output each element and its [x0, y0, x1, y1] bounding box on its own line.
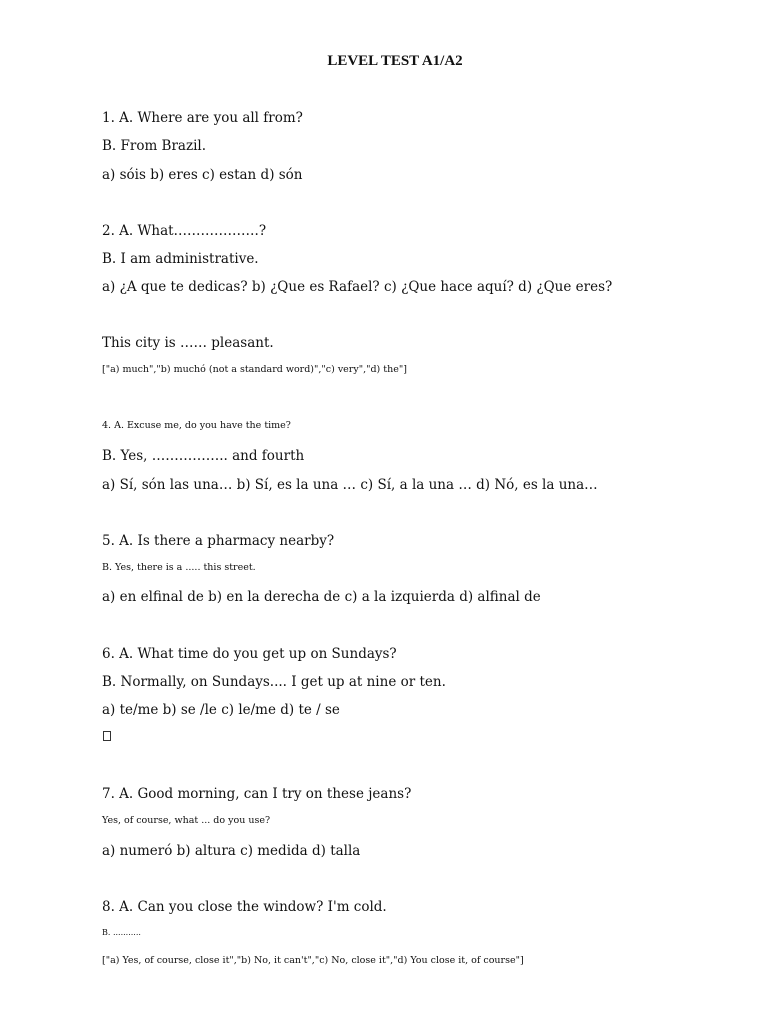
q1-answer: B. From Brazil. — [102, 138, 207, 154]
q2-question: 2. A. What……………….? — [102, 223, 267, 239]
q6-question: 6. A. What time do you get up on Sundays? — [102, 646, 397, 662]
q8-question: 8. A. Can you close the window? I'm cold. — [102, 899, 387, 915]
q7-options: a) numeró b) altura c) medida d) talla — [102, 843, 361, 859]
q4-options: a) Sí, són las una… b) Sí, es la una … c) Sí, a la una … d) Nó, es la una… — [102, 477, 598, 493]
document-title: LEVEL TEST A1/A2 — [327, 53, 463, 69]
q2-options: a) ¿A que te dedicas? b) ¿Que es Rafael? c) ¿Que hace aquí? d) ¿Que eres? — [102, 279, 613, 295]
q6-answer: B. Normally, on Sundays.... I get up at nine or ten. — [102, 674, 446, 690]
q5-question: 5. A. Is there a pharmacy nearby? — [102, 533, 335, 549]
q1-question: 1. A. Where are you all from? — [102, 110, 303, 126]
q1-options: a) sóis b) eres c) estan d) són — [102, 167, 303, 183]
q7-question: 7. A. Good morning, can I try on these jeans? — [102, 786, 412, 802]
q2-answer: B. I am administrative. — [102, 251, 259, 267]
q4-answer: B. Yes, …………….. and fourth — [102, 448, 305, 464]
q7-answer: Yes, of course, what ... do you use? — [102, 815, 271, 826]
q3-options: ["a) much","b) muchó (not a standard word)","c) very","d) the"] — [102, 364, 407, 375]
q5-options: a) en elfinal de b) en la derecha de c) a la izquierda d) alfinal de — [102, 589, 541, 605]
q5-answer: B. Yes, there is a ..... this street. — [102, 562, 256, 573]
q3-question: This city is …… pleasant. — [102, 335, 274, 351]
q8-options: ["a) Yes, of course, close it","b) No, it can't","c) No, close it","d) You close it, of course"] — [102, 955, 524, 966]
q8-answer: B. ........... — [102, 928, 141, 937]
q4-question: 4. A. Excuse me, do you have the time? — [102, 420, 291, 431]
q6-options: a) te/me b) se /le c) le/me d) te / se — [102, 702, 340, 718]
missing-glyph-icon — [103, 731, 111, 741]
